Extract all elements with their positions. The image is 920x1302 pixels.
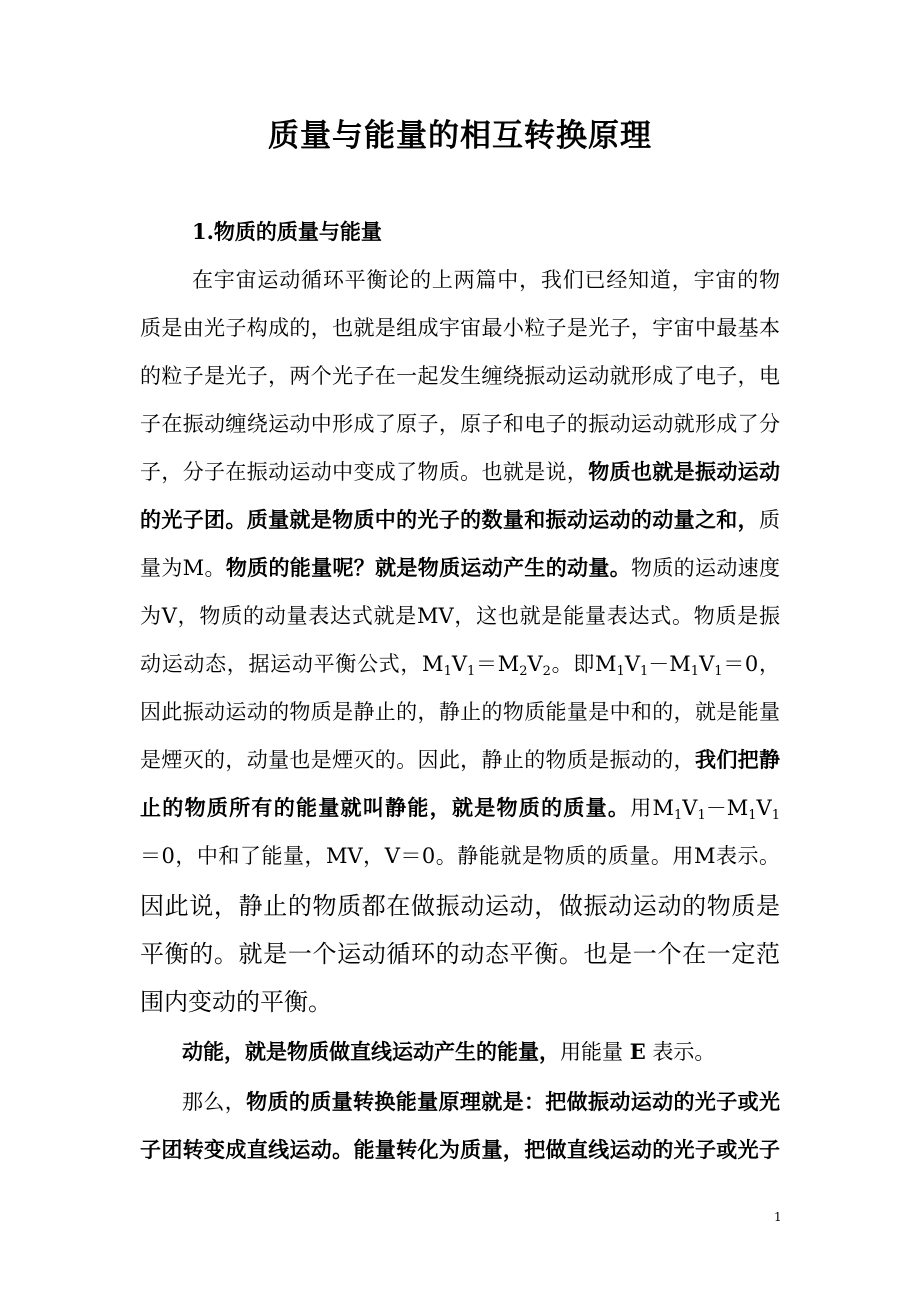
paragraph-line: 子团转变成直线运动。能量转化为质量，把做直线运动的光子或光子 <box>140 1137 780 1162</box>
bold-text: 动能，就是物质做直线运动产生的能量， <box>182 1039 560 1064</box>
formula-text: 。即M <box>550 652 617 676</box>
formula-text: －M <box>705 796 749 820</box>
document-title: 质量与能量的相互转换原理 <box>268 118 652 154</box>
formula-text: V <box>527 652 543 676</box>
formula-text: ＝0， <box>722 652 780 676</box>
paragraph-line: 为V，物质的动量表达式就是MV，这也就是能量表达式。物质是振 <box>140 604 780 628</box>
bold-text: E <box>629 1039 646 1064</box>
line-text: 量为M。 <box>140 556 226 580</box>
formula-text: 用M <box>630 796 675 820</box>
paragraph-line-large: 平衡的。就是一个运动循环的动态平衡。也是一个在一定范 <box>140 940 780 968</box>
formula-text: V <box>699 652 715 676</box>
bold-text: 物质也就是振动运动 <box>588 459 781 484</box>
subscript: 1 <box>748 808 757 823</box>
paragraph-line <box>140 552 780 584</box>
formula-text: －M <box>648 652 691 676</box>
line-text: 那么， <box>182 1090 247 1114</box>
paragraph-line: 的粒子是光子，两个光子在一起发生缠绕振动运动就形成了电子，电 <box>140 364 780 388</box>
bold-text: 物质的能量呢？就是物质运动产生的动量。 <box>225 555 632 580</box>
formula-line <box>140 648 780 680</box>
subscript: 1 <box>674 808 683 823</box>
subscript: 1 <box>443 664 452 679</box>
bold-text: 止的物质所有的能量就叫静能，就是物质的质量。 <box>140 795 631 820</box>
paragraph-line: 质是由光子构成的，也就是组成宇宙最小粒子是光子，宇宙中最基本 <box>140 316 780 340</box>
subscript: 1 <box>697 808 706 823</box>
paragraph-line <box>140 744 780 776</box>
paragraph-line: ＝0，中和了能量，MV，V＝0。静能就是物质的质量。用M表示。 <box>140 844 780 868</box>
paragraph-line: 子在振动缠绕运动中形成了原子，原子和电子的振动运动就形成了分 <box>140 412 780 436</box>
subscript: 1 <box>771 808 780 823</box>
paragraph-line: 因此振动运动的物质是静止的，静止的物质能量是中和的，就是能量 <box>140 700 780 724</box>
formula-text: V <box>451 652 468 676</box>
subscript: 2 <box>542 664 551 679</box>
subscript: 1 <box>714 664 723 679</box>
subscript: 1 <box>467 664 476 679</box>
paragraph-line <box>182 1036 780 1068</box>
bold-text: 物质的质量转换能量原理就是：把做振动运动的光子或光 <box>246 1089 781 1114</box>
line-text: 用能量 <box>560 1040 623 1064</box>
line-text: 物质的运动速度 <box>631 556 780 580</box>
paragraph-line <box>140 504 780 536</box>
subscript: 2 <box>519 664 528 679</box>
formula-text: V <box>682 796 698 820</box>
paragraph-line <box>140 456 780 488</box>
formula-line <box>140 792 780 824</box>
line-text: 子，分子在振动运动中变成了物质。也就是说， <box>140 460 589 484</box>
page-number: 1 <box>774 1210 782 1224</box>
subscript: 1 <box>616 664 625 679</box>
bold-text: 的光子团。质量就是物质中的光子的数量和振动运动的动量之和， <box>140 507 759 532</box>
formula-text: ＝M <box>475 652 520 676</box>
paragraph-line: 在宇宙运动循环平衡论的上两篇中，我们已经知道，宇宙的物 <box>192 268 780 292</box>
formula-text: V <box>624 652 640 676</box>
formula-text: V <box>756 796 772 820</box>
subscript: 1 <box>639 664 649 679</box>
formula-text: 动运动态，据运动平衡公式，M <box>140 652 444 676</box>
line-text: 表示。 <box>652 1040 716 1064</box>
paragraph-line-large: 围内变动的平衡。 <box>140 988 332 1016</box>
line-text: 是煙灭的，动量也是煙灭的。因此，静止的物质是振动的， <box>140 748 695 772</box>
paragraph-line-large: 因此说，静止的物质都在做振动运动，做振动运动的物质是 <box>140 892 780 920</box>
section-heading: 1.物质的质量与能量 <box>192 219 382 244</box>
subscript: 1 <box>690 664 700 679</box>
bold-text: 我们把静 <box>694 747 781 772</box>
paragraph-line <box>182 1086 780 1118</box>
line-text: 质 <box>759 508 780 532</box>
